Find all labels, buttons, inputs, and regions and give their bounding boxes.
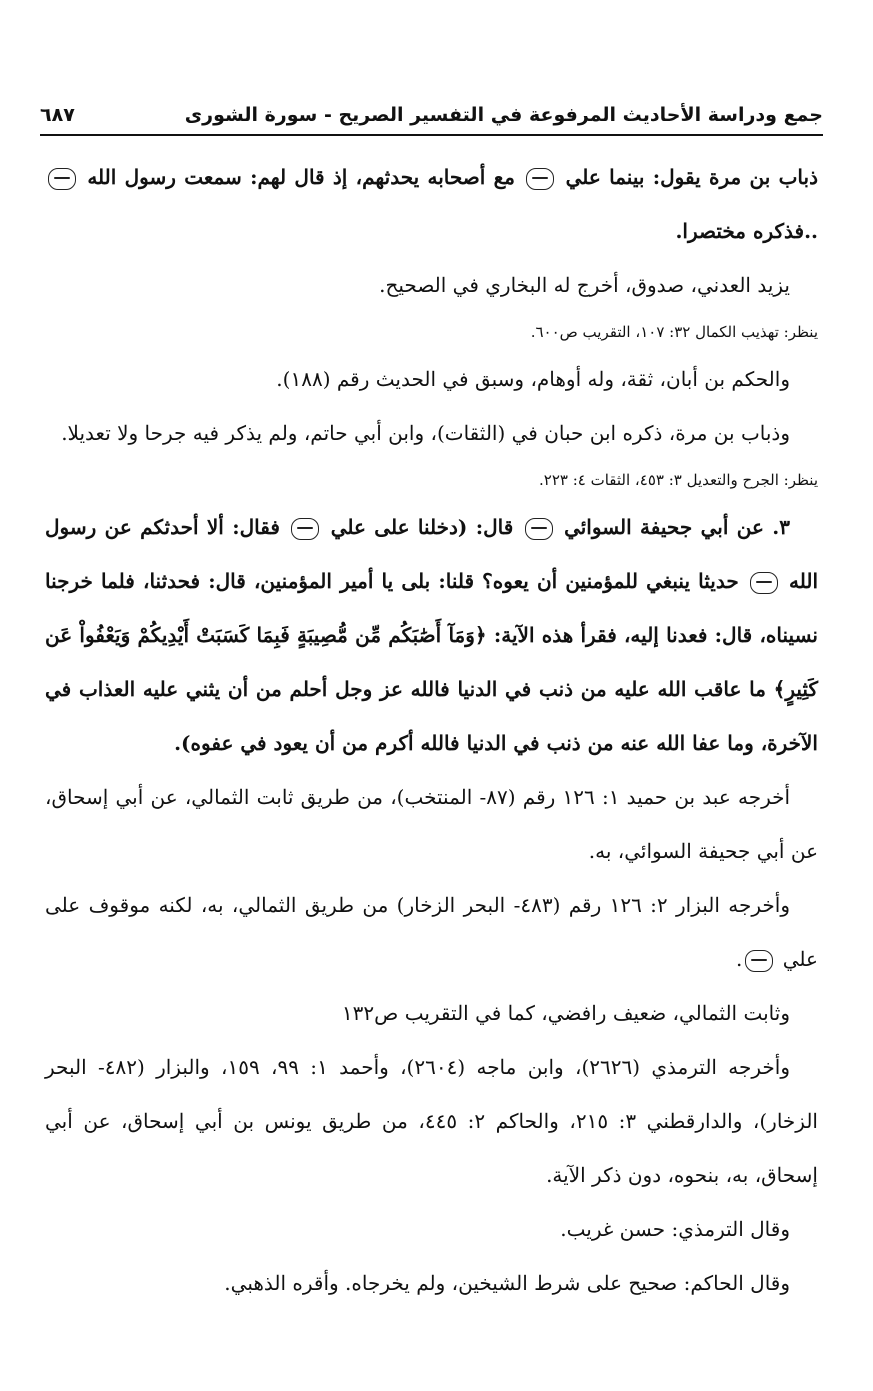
quran-verse: ﴿وَمَآ أَصَٰبَكُم مِّن مُّصِيبَةٍ فَبِمَا كَسَبَتْ أَيْدِيكُمْ وَيَعْفُواْ عَن كَثِيرٍ﴾: [45, 623, 818, 701]
text-run: ٣. عن أبي جحيفة السوائي: [564, 515, 790, 539]
reference-note: ينظر: الجرح والتعديل ٣: ٤٥٣، الثقات ٤: ٢٢٣.: [539, 471, 818, 489]
honorific-ligature-icon: [526, 168, 554, 190]
running-title: جمع ودراسة الأحاديث المرفوعة في التفسير الصريح - سورة الشورى: [184, 104, 823, 126]
text-run: حديثا ينبغي للمؤمنين أن يعوه؟ قلنا: بلى يا أمير المؤمنين، قال: فحدثنا، فلما خرجنا نسيناه، قال: فعدنا إليه، فقرأ هذه الآية:: [45, 569, 818, 647]
text-run: فقال: ألا أحدثكم عن رسول الله: [45, 515, 818, 593]
paragraph-narration-tail: [45, 150, 818, 258]
reference-note: ينظر: تهذيب الكمال ٣٢: ١٠٧، التقريب ص٦٠٠.: [530, 323, 818, 341]
text-run: ..فذكره مختصرا.: [675, 219, 818, 243]
text-run: ما عاقب الله عليه من ذنب في الدنيا فالله عز وجل أحلم من أن يثني عليه العذاب في الآخرة، وما عفا الله عنه من ذنب في الدنيا فالله أكرم من أن يعود في عفوه).: [45, 677, 818, 755]
paragraph-takhrij-tirmidhi: وأخرجه الترمذي (٢٦٢٦)، وابن ماجه (٢٦٠٤)، وأحمد ١: ٩٩، ١٥٩، والبزار (٤٨٢- البحر الزخار)، والدارقطني ٣: ٢١٥، والحاكم ٢: ٤٤٥، من طريق يونس بن أبي إسحاق، عن أبي إسحاق، به، بنحوه، دون ذكر الآية.: [45, 1055, 818, 1187]
header-rule: [40, 134, 823, 136]
paragraph-hakim-verdict: وقال الحاكم: صحيح على شرط الشيخين، ولم يخرجاه. وأقره الذهبي.: [224, 1271, 790, 1295]
page-body: [45, 150, 818, 1310]
paragraph-narrator-hakam: والحكم بن أبان، ثقة، وله أوهام، وسبق في الحديث رقم (١٨٨).: [276, 367, 790, 391]
text-run: وأخرجه البزار ٢: ١٢٦ رقم (٤٨٣- البحر الزخار) من طريق الثمالي، به، لكنه موقوف على علي: [45, 893, 818, 971]
honorific-ligature-icon: [525, 518, 553, 540]
paragraph-narrator-dhubab: وذباب بن مرة، ذكره ابن حبان في (الثقات)، وابن أبي حاتم، ولم يذكر فيه جرحا ولا تعديلا.: [61, 421, 790, 445]
paragraph-narrator-yazid: يزيد العدني، صدوق، أخرج له البخاري في الصحيح.: [379, 273, 790, 297]
text-run: .: [736, 947, 743, 971]
honorific-ligature-icon: [291, 518, 319, 540]
honorific-ligature-icon: [745, 950, 773, 972]
paragraph-tirmidhi-verdict: وقال الترمذي: حسن غريب.: [560, 1217, 790, 1241]
paragraph-takhrij-bazzar: [45, 878, 818, 986]
honorific-ligature-icon: [750, 572, 778, 594]
paragraph-thabit: وثابت الثمالي، ضعيف رافضي، كما في التقريب ص١٣٢: [341, 1001, 790, 1025]
text-run: قال: (دخلنا على علي: [330, 515, 514, 539]
honorific-ligature-icon: [48, 168, 76, 190]
paragraph-takhrij-abd: أخرجه عبد بن حميد ١: ١٢٦ رقم (٨٧- المنتخب)، من طريق ثابت الثمالي، عن أبي إسحاق، عن أبي جحيفة السوائي، به.: [45, 785, 818, 863]
text-run: مع أصحابه يحدثهم، إذ قال لهم: سمعت رسول الله: [87, 165, 515, 189]
hadith-3: [45, 500, 818, 770]
page-header: [40, 104, 823, 132]
page-number: ٦٨٧: [40, 104, 75, 126]
text-run: ذباب بن مرة يقول: بينما علي: [565, 165, 819, 189]
